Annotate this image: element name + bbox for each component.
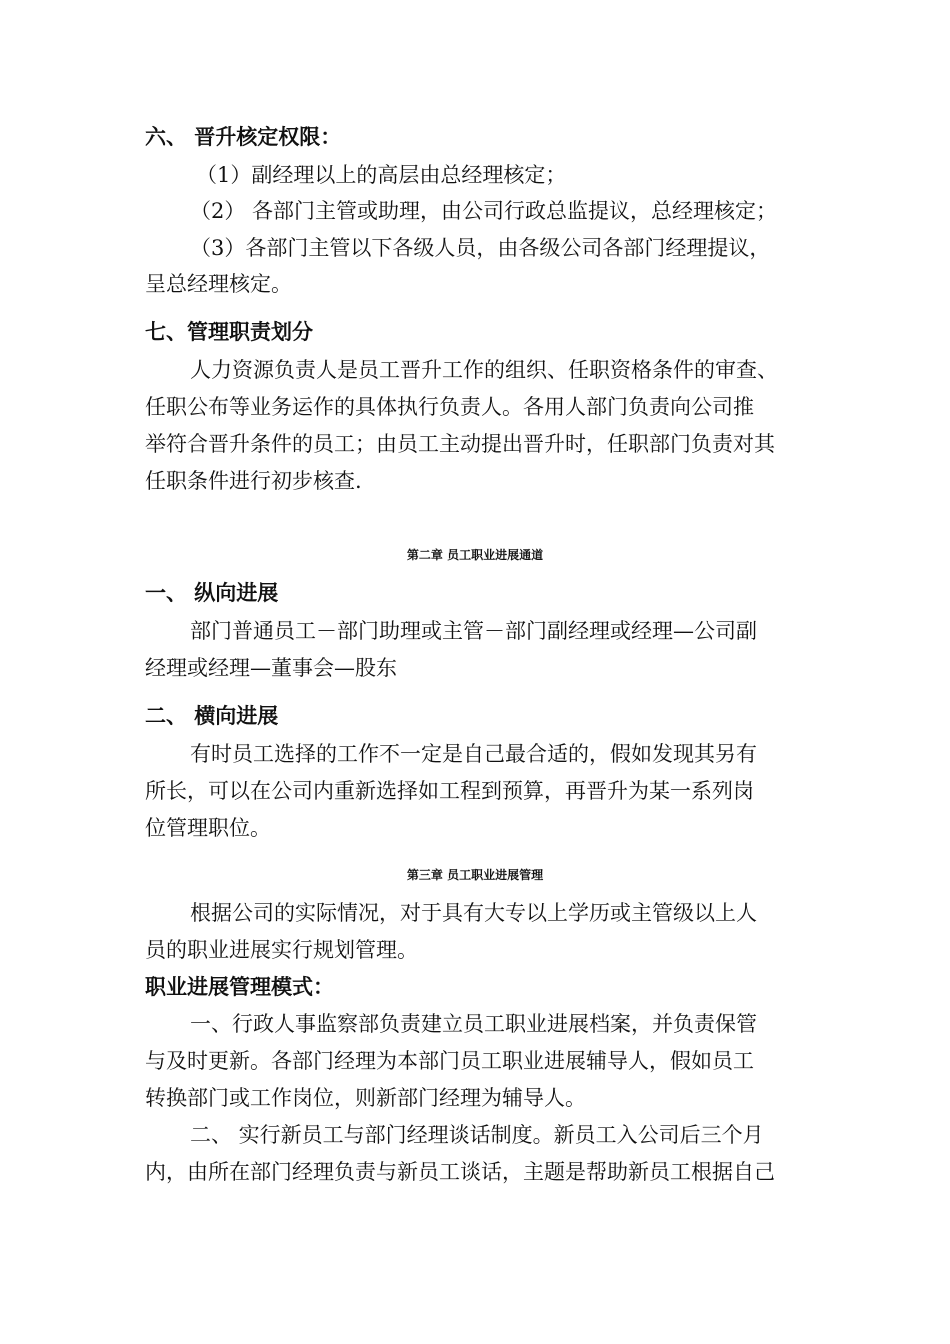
horizontal-line-1: 有时员工选择的工作不一定是自己最合适的，假如发现其另有 xyxy=(190,742,757,766)
mode-line-5: 内，由所在部门经理负责与新员工谈话，主题是帮助新员工根据自己 xyxy=(145,1160,775,1184)
section6-heading: 六、 晋升核定权限： xyxy=(145,124,342,149)
vertical-line-1: 部门普通员工－部门助理或主管－部门副经理或经理—公司副 xyxy=(190,619,757,643)
chapter3-intro-1: 根据公司的实际情况，对于具有大专以上学历或主管级以上人 xyxy=(190,901,757,925)
horizontal-line-3: 位管理职位。 xyxy=(145,816,271,840)
section6-item-3-cont: 呈总经理核定。 xyxy=(145,272,292,296)
chapter3-title: 第三章 员工职业进展管理 xyxy=(406,868,544,882)
chapter3-intro-2: 员的职业进展实行规划管理。 xyxy=(145,938,418,962)
horizontal-line-2: 所长，可以在公司内重新选择如工程到预算，再晋升为某一系列岗 xyxy=(145,779,754,803)
section6-item-3: （3）各部门主管以下各级人员，由各级公司各部门经理提议， xyxy=(190,236,771,260)
section7-line-3: 举符合晋升条件的员工；由员工主动提出晋升时，任职部门负责对其 xyxy=(145,432,775,456)
section7-line-1: 人力资源负责人是员工晋升工作的组织、任职资格条件的审查、 xyxy=(190,358,778,382)
section7-line-4: 任职条件进行初步核查. xyxy=(145,469,362,493)
vertical-heading: 一、 纵向进展 xyxy=(145,580,279,605)
section6-item-1: （1）副经理以上的高层由总经理核定； xyxy=(196,163,567,187)
mode-line-4: 二、 实行新员工与部门经理谈话制度。新员工入公司后三个月 xyxy=(190,1123,764,1147)
section6-item-2: （2） 各部门主管或助理，由公司行政总监提议，总经理核定； xyxy=(190,199,778,223)
mode-line-1: 一、行政人事监察部负责建立员工职业进展档案，并负责保管 xyxy=(190,1012,757,1036)
chapter2-title: 第二章 员工职业进展通道 xyxy=(406,548,544,562)
section7-line-2: 任职公布等业务运作的具体执行负责人。各用人部门负责向公司推 xyxy=(145,395,754,419)
mode-line-3: 转换部门或工作岗位，则新部门经理为辅导人。 xyxy=(145,1086,586,1110)
section7-heading: 七、管理职责划分 xyxy=(145,319,313,344)
mode-heading: 职业进展管理模式： xyxy=(145,974,334,999)
horizontal-heading: 二、 横向进展 xyxy=(145,703,279,728)
mode-line-2: 与及时更新。各部门经理为本部门员工职业进展辅导人，假如员工 xyxy=(145,1049,754,1073)
vertical-line-2: 经理或经理—董事会—股东 xyxy=(145,656,397,680)
